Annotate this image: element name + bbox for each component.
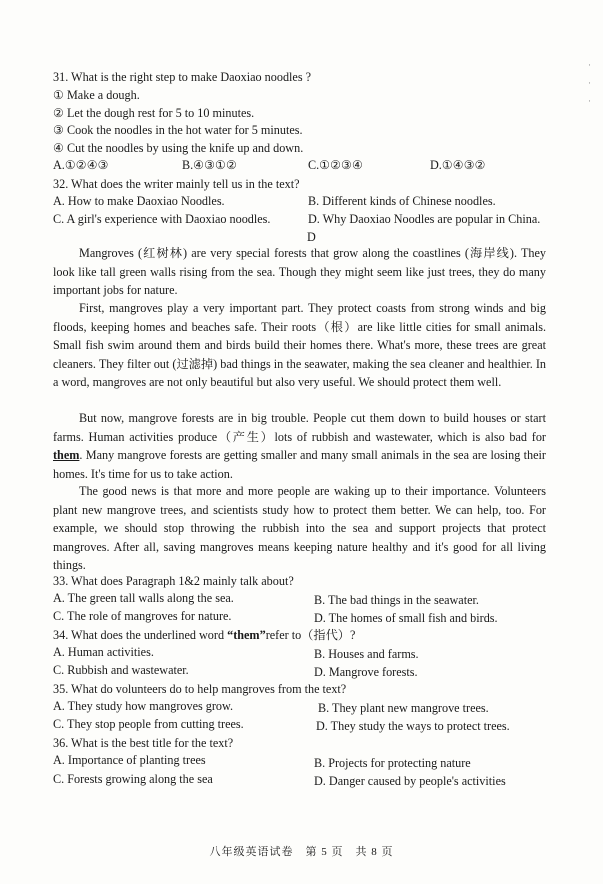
- q35-option-a: A. They study how mangroves grow.: [53, 699, 234, 713]
- paragraph-text: But now, mangrove forests are in big trouble. People cut them down to build houses or start farms. Human activities produce（产生）lots of rubbish and wastewater, which is also bad for: [53, 411, 546, 444]
- page-footer: 八年级英语试卷 第 5 页 共 8 页: [209, 846, 394, 858]
- q31-step: ① Make a dough.: [53, 88, 140, 102]
- q34-stem-text: 34. What does the underlined word: [53, 628, 228, 642]
- q32-option-d: D. Why Daoxiao Noodles are popular in China.: [308, 212, 541, 226]
- q34-option-a: A. Human activities.: [53, 645, 154, 659]
- q31-step: ② Let the dough rest for 5 to 10 minutes.: [53, 106, 255, 120]
- passage-paragraph-4: [53, 482, 546, 575]
- q33-option-d: D. The homes of small fish and birds.: [314, 611, 498, 625]
- q32-stem: 32. What does the writer mainly tell us in the text?: [53, 177, 300, 191]
- q35-option-b: B. They plant new mangrove trees.: [318, 701, 489, 715]
- underlined-word: them: [53, 448, 80, 463]
- q31-step: ④ Cut the noodles by using the knife up and down.: [53, 141, 304, 155]
- paragraph-text: First, mangroves play a very important part. They protect coasts from strong winds and big floods, keeping homes and beaches safe. Their roots（根）are like little cities for small animals. Small fish swim around them and birds build their homes there. What's more, these trees are great cleaners. They filter out (过滤掉) bad things in the seawater, making the sea cleaner and healthier. In a word, mangroves are not only beautiful but also very useful. We should protect them well.: [53, 301, 546, 390]
- q33-option-b: B. The bad things in the seawater.: [314, 593, 479, 607]
- section-letter: D: [307, 230, 316, 244]
- passage-paragraph-3: [53, 409, 546, 483]
- passage-paragraph-2: [53, 299, 546, 392]
- q36-option-a: A. Importance of planting trees: [53, 753, 206, 767]
- q32-option-b: B. Different kinds of Chinese noodles.: [308, 194, 496, 208]
- paragraph-text: Mangroves (红树林) are very special forests that grow along the coastlines (海岸线). They look like tall green walls rising from the sea. Though they might seem like just trees, they do many important jobs for nature.: [53, 246, 546, 298]
- paragraph-text: The good news is that more and more people are waking up to their importance. Volunteers plant new mangrove trees, and scientists study how to protect them better. We can help, too. For example, we should stop throwing the rubbish into the sea and support projects that protect mangroves. After all, saving mangroves means keeping nature healthy and it's good for all living things.: [53, 484, 546, 573]
- q34-option-b: B. Houses and farms.: [314, 647, 419, 661]
- q31-option-c: C.①②③④: [308, 158, 363, 172]
- q33-option-c: C. The role of mangroves for nature.: [53, 609, 232, 623]
- margin-tick: ·: [588, 60, 591, 70]
- q34-stem: [53, 628, 355, 643]
- q31-option-a: A.①②④③: [53, 158, 109, 172]
- paragraph-text: . Many mangrove forests are getting smaller and many small animals in the sea are losing their homes. It's time for us to take action.: [53, 448, 546, 481]
- q33-stem: 33. What does Paragraph 1&2 mainly talk about?: [53, 574, 294, 588]
- margin-tick: ·: [588, 78, 591, 88]
- q36-option-b: B. Projects for protecting nature: [314, 756, 471, 770]
- q31-stem: 31. What is the right step to make Daoxiao noodles ?: [53, 70, 312, 84]
- margin-tick: ·: [588, 96, 591, 106]
- q32-option-c: C. A girl's experience with Daoxiao noodles.: [53, 212, 271, 226]
- q35-option-d: D. They study the ways to protect trees.: [316, 719, 510, 733]
- q31-step: ③ Cook the noodles in the hot water for 5 minutes.: [53, 123, 303, 137]
- q35-option-c: C. They stop people from cutting trees.: [53, 717, 244, 731]
- q34-option-c: C. Rubbish and wastewater.: [53, 663, 189, 677]
- q36-option-c: C. Forests growing along the sea: [53, 772, 213, 786]
- q31-option-b: B.④③①②: [182, 158, 237, 172]
- q35-stem: 35. What do volunteers do to help mangroves from the text?: [53, 682, 347, 696]
- q31-option-d: D.①④③②: [430, 158, 486, 172]
- q34-stem-text: refer to（指代）?: [265, 628, 356, 642]
- q32-option-a: A. How to make Daoxiao Noodles.: [53, 194, 225, 208]
- q34-stem-keyword: “them”: [227, 628, 266, 642]
- q36-option-d: D. Danger caused by people's activities: [314, 774, 506, 788]
- q34-option-d: D. Mangrove forests.: [314, 665, 418, 679]
- q33-option-a: A. The green tall walls along the sea.: [53, 591, 234, 605]
- passage-paragraph-1: [53, 244, 546, 300]
- q36-stem: 36. What is the best title for the text?: [53, 736, 234, 750]
